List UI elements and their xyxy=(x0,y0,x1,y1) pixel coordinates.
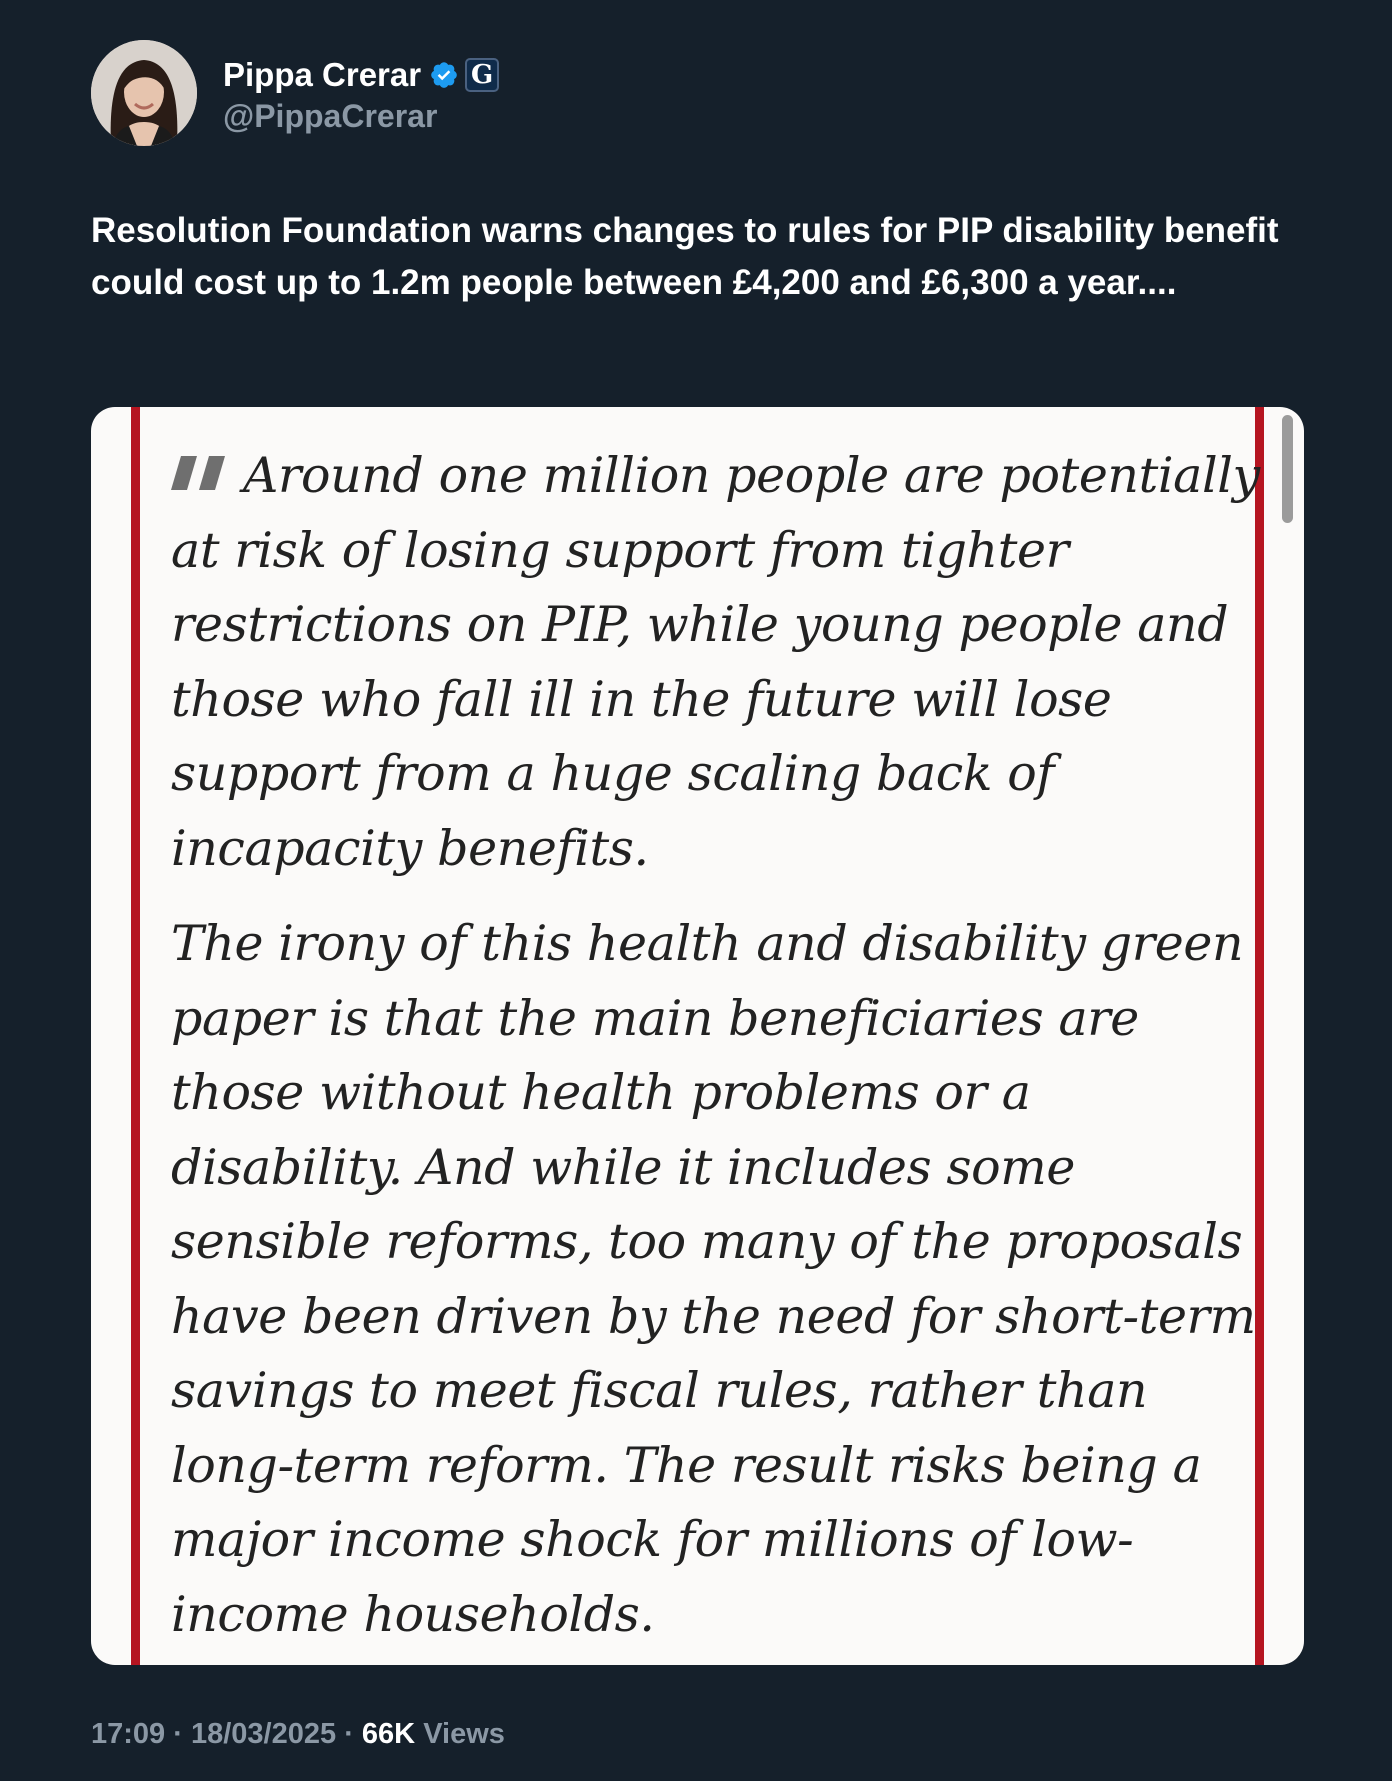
verified-badge-icon[interactable] xyxy=(429,60,459,90)
tweet-time[interactable]: 17:09 xyxy=(91,1718,166,1750)
quote-block xyxy=(171,437,1261,1652)
quote-mark-icon xyxy=(171,437,229,471)
quote-paragraph xyxy=(171,907,1261,1652)
avatar-image xyxy=(91,40,197,146)
author-handle[interactable]: @PippaCrerar xyxy=(223,97,438,134)
meta-separator: · xyxy=(344,1718,354,1750)
views-label: Views xyxy=(423,1718,505,1750)
affiliate-badge[interactable]: G xyxy=(465,58,499,92)
image-scrollbar xyxy=(1282,415,1293,523)
tweet-date[interactable]: 18/03/2025 xyxy=(190,1718,337,1750)
views-count[interactable]: 66K xyxy=(361,1718,416,1750)
tweet-header xyxy=(91,40,499,146)
tweet-text: Resolution Foundation warns changes to rules for PIP disability benefit could cost up to 1.2m people between £4,200 and £6,300 a year.... xyxy=(91,211,1279,302)
tweet-image[interactable] xyxy=(91,407,1304,1665)
name-row xyxy=(223,52,499,98)
author-names xyxy=(223,52,499,135)
avatar[interactable] xyxy=(91,40,197,146)
quote-paragraph-1: Around one million people are potentially at risk of losing support from tighter restrictions on PIP, while young people and those who fall ill in the future will lose support from a huge scaling back of incapacity benefits. xyxy=(171,447,1260,877)
tweet-meta xyxy=(91,1718,505,1751)
meta-separator: · xyxy=(173,1718,183,1750)
quote-rule-left xyxy=(131,407,140,1665)
quote-paragraph xyxy=(171,437,1261,886)
author-display-name[interactable]: Pippa Crerar xyxy=(223,55,422,93)
quote-paragraph-2: The irony of this health and disability green paper is that the main beneficiaries are those without health problems or a disability. And while it includes some sensible reforms, too many of the proposals have been driven by the need for short-term savings to meet fiscal rules, rather than long-term reform. The result risks being a major income shock for millions of low-income households. xyxy=(171,915,1256,1643)
